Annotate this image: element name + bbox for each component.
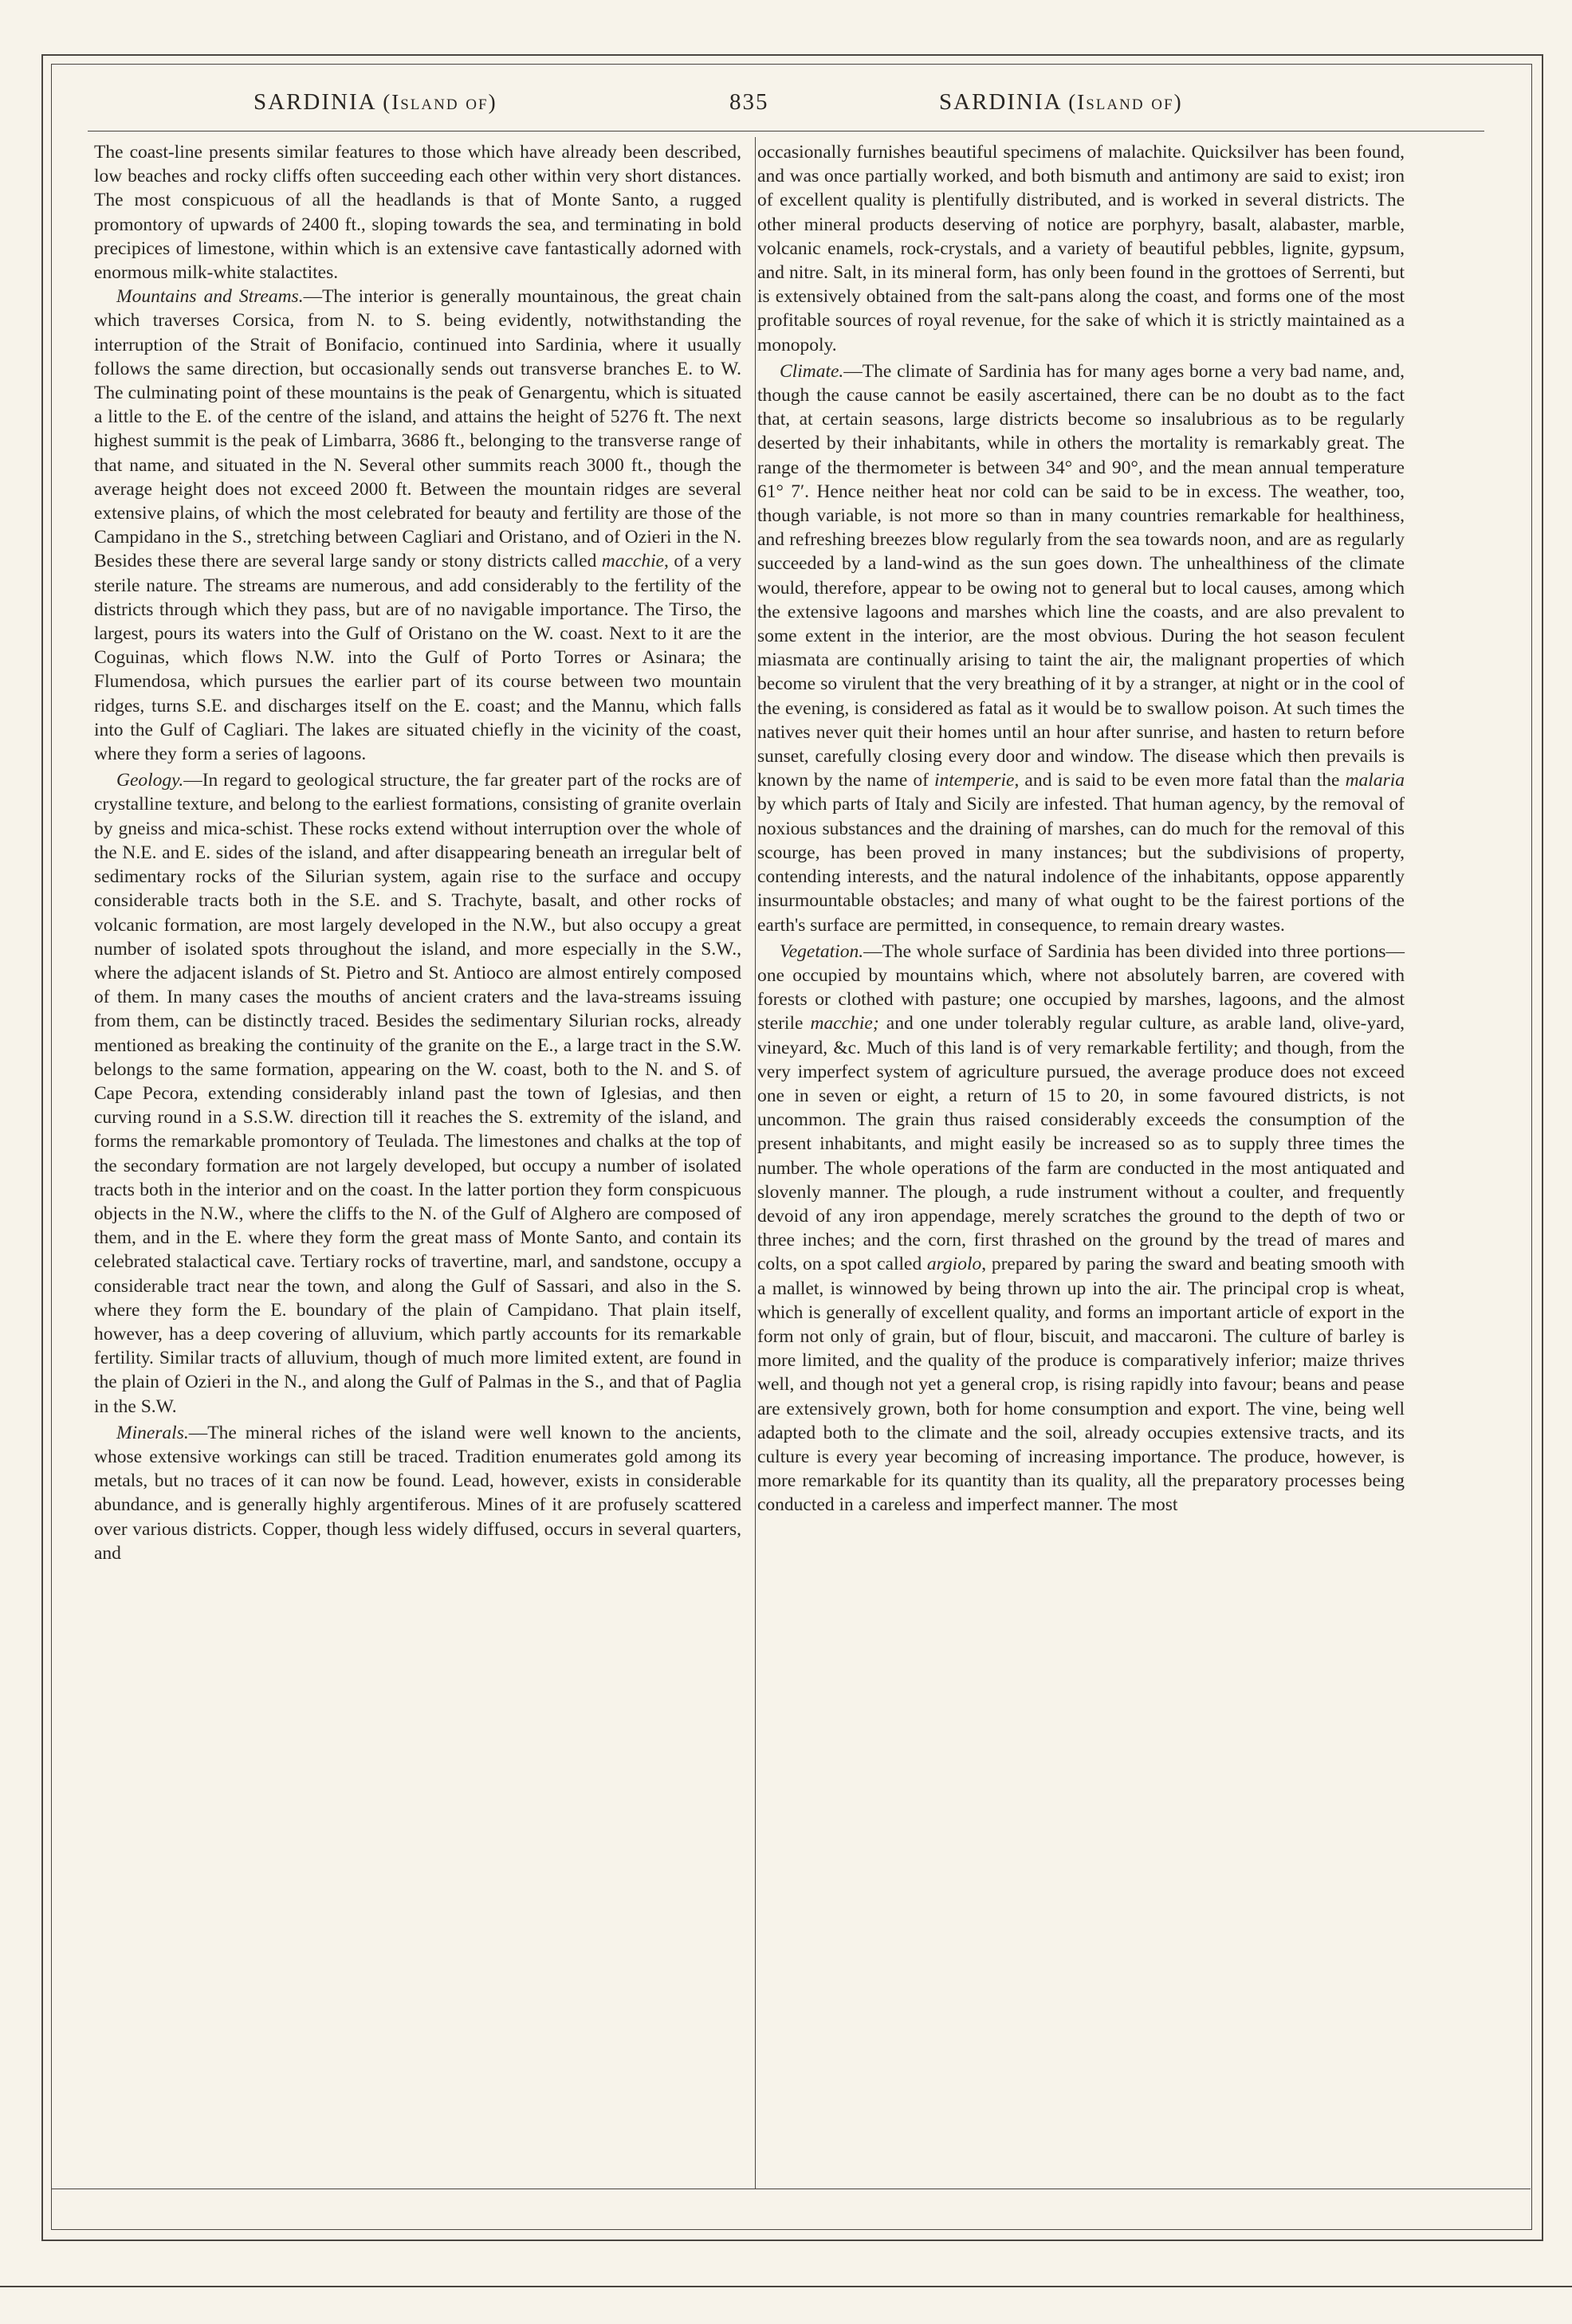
coast-line-paragraph: The coast-line presents similar features to those which have already been described, low beaches and rocky cliffs often succeeding each other within very short distances. The most conspicuous of all the headlands is that of Monte Santo, a rugged promontory of upwards of 2400 ft., sloping towards the sea, and terminating in bold precipices of limestone, within which is an extensive cave fantastically adorned with enormous milk-white stalactites. [94,142,741,284]
header-right-title: SARDINIA [939,89,1061,115]
vegetation-text-2: and one under tolerably regular culture, as arable land, olive-yard, vineyard, &c. Much of this land is of very remarkable fertility; and though, from the very imperfect system of agriculture pursued, the average produce does not exceed one in seven or eight, a return of 15 to 20, in some favoured districts, is not uncommon. The grain thus raised considerably exceeds the consumption of the present inhabitants, and might easily be increased so as to supply three times the number. The whole operations of the farm are conducted in the most antiquated and slovenly manner. The plough, a rude instrument without a coulter, and frequently devoid of any iron appendage, merely scratches the ground to the depth of two or three inches; and the corn, first thrashed on the ground by the tread of mares and colts, on a spot called [757,1013,1405,1275]
left-column [94,140,741,1565]
geology-text: —In regard to geological structure, the far greater part of the rocks are of crystalline texture, and belong to the earliest formations, consisting of granite overlain by gneiss and mica-schist. These rocks extend without interruption over the whole of the N.E. and E. sides of the island, and after disappearing beneath an irregular belt of sedimentary rocks of the Silurian system, again rise to the surface and occupy considerable tracts both in the S.E. and S. Trachyte, basalt, and other rocks of volcanic formation, are most largely developed in the N.W., but also occupy a great number of isolated spots throughout the island, and more especially in the S.W., where the adjacent islands of St. Pietro and St. Antioco are almost entirely composed of them. In many cases the mouths of ancient craters and the lava-streams issuing from them, can be distinctly traced. Besides the sedimentary Silurian rocks, already mentioned as breaking the continuity of the granite on the E., a large tract in the S.W. belongs to the same formation, appearing on the W. coast, both to the N. and S. of Cape Pecora, extending considerably inland past the town of Iglesias, and then curving round in a S.S.W. direction till it reaches the S. extremity of the island, and forms the remarkable promontory of Teulada. The limestones and chalks at the top of the secondary formation are not largely developed, but occupy a number of isolated tracts both in the interior and on the coast. In the latter portion they form conspicuous objects in the N.W., where the cliffs to the N. of the Gulf of Alghero are composed of them, and in the E. where they form the great mass of Monte Santo, and contain its celebrated stalactical cave. Tertiary rocks of travertine, marl, and sandstone, occupy a considerable tract near the town, and along the Gulf of Sassari, and also in the S. where they form the E. boundary of the plain of Campidano. That plain itself, however, has a deep covering of alluvium, which partly accounts for its remarkable fertility. Similar tracts of alluvium, though of much more limited extent, are found in the plain of Ozieri in the N., and along the Gulf of Palmas in the S., and that of Paglia in the S.W. [94,770,741,1417]
climate-section [757,359,1405,937]
column-divider [755,137,756,2189]
climate-heading: Climate. [780,360,844,382]
header-left-subtitle: (Island of) [383,90,497,114]
intemperie-term: intemperie [933,770,1015,791]
right-column [757,140,1405,1517]
header-left-title: SARDINIA [253,89,375,115]
vegetation-heading: Vegetation. [780,940,864,962]
header-right-subtitle: (Island of) [1068,90,1183,114]
minerals-text: —The mineral riches of the island were well known to the ancients, whose extensive workings can still be traced. Tradition enumerates gold among its metals, but no traces of it can now be found. Lead, however, exists in considerable abundance, and is generally highly argentiferous. Mines of it are profusely scattered over various districts. Copper, though less widely diffused, occurs in several quarters, and [94,1422,741,1564]
malaria-term: malaria [1345,770,1405,791]
minerals-section [94,1421,741,1565]
header-left [253,89,497,116]
vegetation-text: —The whole surface of Sardinia has been divided into three portions—one occupied by mountains which, where not absolutely barren, are covered with forests or clothed with pasture; one occupied by marshes, lagoons, and the almost sterile [757,940,1405,1034]
macchie-term: macchie [601,551,665,572]
macchie-term-2: macchie; [810,1013,879,1034]
climate-text-2: , and is said to be even more fatal than the [1014,770,1346,791]
header-right [939,89,1183,116]
header-rule [88,131,1484,132]
bottom-page-rule [0,2286,1572,2287]
minerals-continued: occasionally furnishes beautiful specimens of malachite. Quicksilver has been found, and was once partially worked, and both bismuth and antimony are said to exist; iron of excellent quality is plentifully distributed, and is worked in several districts. The other mineral products deserving of notice are porphyry, basalt, alabaster, marble, volcanic enamels, rock-crystals, and a variety of beautiful pebbles, lignite, gypsum, and nitre. Salt, in its mineral form, has only been found in the grottoes of Serrenti, but is extensively obtained from the salt-pans along the coast, and forms one of the most profitable sources of royal revenue, for the sake of which it is strictly maintained as a monopoly. [757,142,1405,355]
vegetation-text-3: , prepared by paring the sward and beating smooth with a mallet, is winnowed by being thrown up into the air. The principal crop is wheat, which is generally of excellent quality, and forms an important article of export in the form not only of grain, but of flour, biscuit, and maccaroni. The culture of barley is more limited, and the quality of the produce is comparatively inferior; maize thrives well, and though not yet a general crop, is rising rapidly into favour; beans and pease are extensively grown, both for home consumption and export. The vine, being well adapted both to the climate and the soil, already occupies extensive tracts, and its culture is every year becoming of increasing importance. The produce, however, is more remarkable for its quantity than its quality, all the preparatory processes being conducted in a careless and imperfect manner. The most [757,1254,1405,1516]
mountains-text: —The interior is generally mountainous, the great chain which traverses Corsica, from N. to S. being evidently, notwithstanding the interruption of the Strait of Bonifacio, continued into Sardinia, where it usually follows the same direction, but occasionally sends out transverse branches E. to W. The culminating point of these mountains is the peak of Genargentu, which is situated a little to the E. of the centre of the island, and attains the height of 5276 ft. The next highest summit is the peak of Limbarra, 3686 ft., belonging to the transverse range of that name, and situated in the N. Several other summits reach 3000 ft., though the average height does not exceed 2000 ft. Between the mountain ridges are several extensive plains, of which the most celebrated for beauty and fertility are those of the Campidano in the S., stretching between Cagliari and Oristano, and of Ozieri in the N. Besides these there are several large sandy or stony districts called [94,286,741,572]
argiolo-term: argiolo [926,1254,982,1275]
climate-text-3: by which parts of Italy and Sicily are infested. That human agency, by the removal of noxious substances and the draining of marshes, can do much for the removal of this scourge, has been proved in many instances; but the subdivisions of property, contending interests, and the natural indolence of the inhabitants, oppose apparently insurmountable obstacles; and many of what ought to be the fairest portions of the earth's surface are permitted, in consequence, to remain dreary wastes. [757,794,1405,936]
mountains-text-2: , of a very sterile nature. The streams are numerous, and add considerably to the fertility of the districts through which they pass, but are of no navigable importance. The Tirso, the largest, pours its waters into the Gulf of Oristano on the W. coast. Next to it are the Coguinas, which flows N.W. into the Gulf of Porto Torres or Asinara; the Flumendosa, which pursues the earlier part of its course between two mountain ridges, turns S.E. and discharges itself on the E. coast; and the Mannu, which falls into the Gulf of Cagliari. The lakes are situated chiefly in the vicinity of the coast, where they form a series of lagoons. [94,551,741,765]
page-number: 835 [729,89,769,115]
minerals-heading: Minerals. [116,1422,189,1443]
running-header [0,89,1572,124]
geology-heading: Geology. [116,770,184,791]
vegetation-section [757,940,1405,1517]
mountains-heading: Mountains and Streams. [116,286,304,308]
climate-text: —The climate of Sardinia has for many ages borne a very bad name, and, though the cause cannot be easily ascertained, there can be no doubt as to the fact that, at certain seasons, large districts become so insalubrious as to be regularly deserted by their inhabitants, while in others the mortality is remarkably great. The range of the thermometer is between 34° and 90°, and the mean annual temperature 61° 7′. Hence neither heat nor cold can be said to be in excess. The weather, too, though variable, is not more so than in many countries remarkable for healthiness, and refreshing breezes blow regularly from the sea towards noon, and are as regularly succeeded by a land-wind as the sun goes down. The unhealthiness of the climate would, therefore, appear to be owing not to general but to local causes, among which the extensive lagoons and marshes which line the coasts, and are also prevalent to some extent in the interior, are the most obvious. During the hot season feculent miasmata are continually arising to taint the air, the malignant properties of which become so virulent that the very breathing of it by a stranger, at night or in the cool of the evening, is considered as fatal as it would be to swallow poison. At such times the natives never quit their homes until an hour after sunrise, and hasten to return before sunset, carefully closing every door and window. The disease which then prevails is known by the name of [757,360,1405,791]
geology-section [94,768,741,1418]
mountains-section [94,285,741,766]
